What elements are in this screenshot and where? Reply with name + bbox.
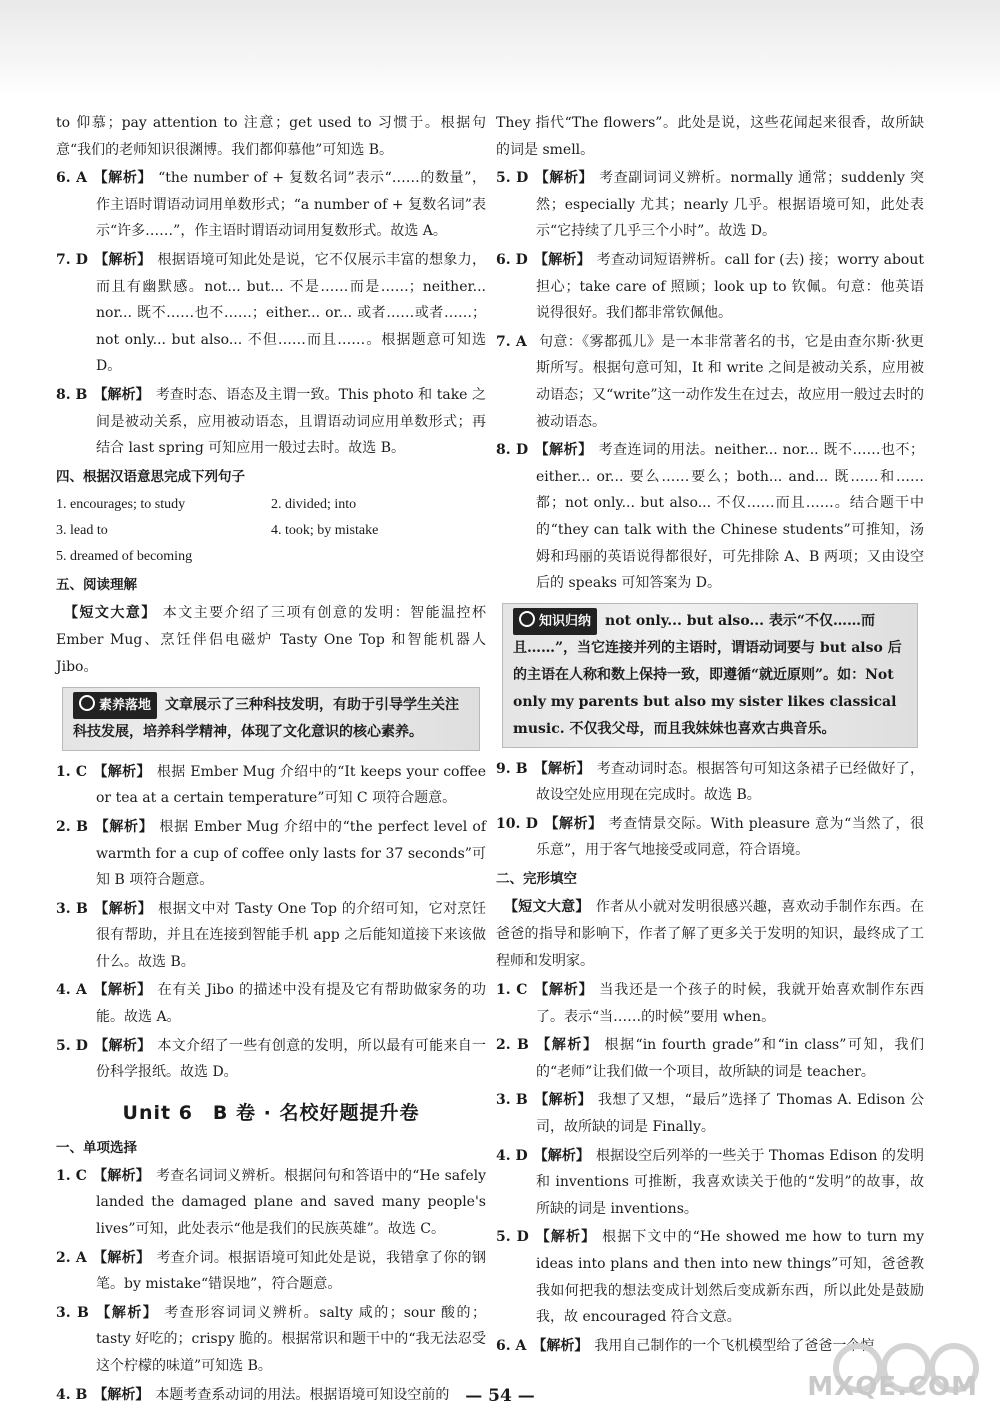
list-item: 8. B 【解析】 考查时态、语态及主谓一致。This photo 和 take 之间是被动关系，应用被动语态，且谓语动词应用单数形式；再结合 last spring 可知应用一般过去时。故选 B。 <box>56 386 486 457</box>
list-item: 8. D 【解析】 考查连词的用法。neither... nor... 既不……也不；either... or... 要么……要么；both... and... 既……和……都；not only... but also... 不仅……而且……。结合题干中的“they can talk with the Chinese students”可推知，汤姆和玛丽的英语说得都很好，可先排除 A、B 两项；又由设空后的 speaks 可知答案为 D。 <box>496 442 924 592</box>
list-item: 2. B 【解析】 根据“in fourth grade”和“in class”可知，我们的“老师”让我们做一个项目，故所缺的词是 teacher。 <box>496 1037 925 1080</box>
section-heading: 四、根据汉语意思完成下列句子 <box>56 468 245 485</box>
unit-title: Unit 6 B 卷 · 名校好题提升卷 <box>122 1101 420 1124</box>
answer: 2. divided; into <box>271 496 357 512</box>
list-item: to 仰慕；pay attention to 注意；get used to 习惯于。根据句意“我们的老师知识很渊博。我们都仰慕他”可知选 B。 <box>56 115 486 158</box>
list-item: 2. B 【解析】 根据 Ember Mug 介绍中的“the perfect level of warmth for a cup of coffee only lasts for 37 seconds”可知 B 项符合题意。 <box>56 818 487 889</box>
list-item: 6. A 【解析】 我用自己制作的一个飞机模型给了爸爸一个惊 <box>496 1337 875 1354</box>
list-item: 9. B 【解析】 考查动词时态。根据答句可知这条裙子已经做好了，故设空处应用现在完成时。故选 B。 <box>496 760 925 804</box>
left-column <box>56 110 486 1410</box>
list-item: 10. D 【解析】 考查情景交际。With pleasure 意为“当然了，很乐意”，用于客气地接受或同意，符合语境。 <box>496 815 925 859</box>
list-item: 4. B 【解析】 本题考查系动词的用法。根据语境可知设空前的 <box>56 1386 450 1403</box>
list-item: 4. A 【解析】 在有关 Jibo 的描述中没有提及它有帮助做家务的功能。故选 A。 <box>56 982 486 1026</box>
list-item: 3. B 【解析】 考查形容词词义辨析。salty 咸的；sour 酸的；tasty 好吃的；crispy 脆的。根据常识和题干中的“我无法忍受这个柠檬的味道”可知选 B。 <box>56 1304 487 1374</box>
section-heading: 二、完形填空 <box>496 871 577 888</box>
knowledge-box: 知识归纳 not only... but also... 表示“不仅……而且……”，当它连接并列的主语时，谓语动词要与 but also 后的主语在人称和数上保持一致，即遵循“就近原则”。如：Not only my parents but also my sister likes classical music. 不仅我父母，而且我妹妹也喜欢古典音乐。 <box>502 603 918 748</box>
list-item: 6. D 【解析】 考查动词短语辨析。call for (去) 接；worry about 担心；take care of 照顾；look up to 钦佩。句意：他英语说得很好。我们都非常钦佩他。 <box>496 251 924 322</box>
answer: 5. dreamed of becoming <box>56 548 193 564</box>
right-column <box>496 110 924 1361</box>
answer: 3. lead to <box>56 522 108 538</box>
answer-grid <box>56 492 486 570</box>
list-item: 6. A 【解析】 “the number of + 复数名词”表示“……的数量”，作主语时谓语动词用单数形式；“a number of + 复数名词”表示“许多……”，作主语时谓语动词用复数形式。故选 A。 <box>56 170 487 240</box>
magnifier-icon <box>519 611 535 627</box>
passage-summary: 【短文大意】 本文主要介绍了三项有创意的发明：智能温控杯 Ember Mug、烹饪伴侣电磁炉 Tasty One Top 和智能机器人 Jibo。 <box>56 604 487 675</box>
literacy-box: 素养落地 文章展示了三种科技发明，有助于引导学生关注科技发展，培养科学精神，体现了文化意识的核心素养。 <box>62 687 480 751</box>
list-item: 3. B 【解析】 根据文中对 Tasty One Top 的介绍可知，它对烹饪很有帮助，并且在连接到智能手机 app 之后能知道接下来该做什么。故选 B。 <box>56 900 487 970</box>
scan-shadow-band <box>0 0 1000 95</box>
page-number: — 54 — <box>465 1386 535 1406</box>
list-item: 5. D 【解析】 考查副词词义辨析。normally 通常；suddenly 突然；especially 尤其；nearly 几乎。根据语境可知，此处表示“它持续了几乎三个小时”。故选 D。 <box>496 170 924 240</box>
answer: 4. took; by mistake <box>271 522 379 538</box>
list-item: 7. A 句意：《雾都孤儿》是一本非常著名的书，它是由查尔斯·狄更斯所写。根据句意可知，It 和 write 之间是被动关系，应用被动语态；又“write”这一动作发生在过去，故应用一般过去时的被动语态。 <box>496 333 924 430</box>
answer: 1. encourages; to study <box>56 496 186 512</box>
literacy-label: 素养落地 <box>73 692 157 719</box>
list-item: 1. C 【解析】 当我还是一个孩子的时候，我就开始喜欢制作东西了。表示“当……的时候”要用 when。 <box>496 982 925 1025</box>
list-item: 1. C 【解析】 考查名词词义辨析。根据问句和答语中的“He safely landed the damaged plane and saved many people's lives”可知，此处表示“他是我们的民族英雄”。故选 C。 <box>56 1167 486 1238</box>
section-heading: 一、单项选择 <box>56 1139 137 1156</box>
list-item: 5. D 【解析】 根据下文中的“He showed me how to turn my ideas into plans and then into new things”可知，爸爸教我如何把我的想法变成计划然后变成新东西，所以此处是鼓励我，故 encouraged 符合文意。 <box>496 1229 924 1326</box>
knowledge-label: 知识归纳 <box>513 608 597 635</box>
list-item: 4. D 【解析】 根据设空后列举的一些关于 Thomas Edison 的发明和 inventions 可推断，我喜欢读关于他的“发明”的故事，故所缺的词是 inventions。 <box>496 1147 924 1217</box>
magnifier-icon <box>79 695 95 711</box>
list-item: 1. C 【解析】 根据 Ember Mug 介绍中的“It keeps your coffee or tea at a certain temperature”可知 C 项符合题意。 <box>56 763 486 807</box>
list-item: They 指代“The flowers”。此处是说，这些花闻起来很香，故所缺的词是 smell。 <box>496 115 924 158</box>
list-item: 2. A 【解析】 考查介词。根据语境可知此处是说，我错拿了你的钢笔。by mistake“错误地”，符合题意。 <box>56 1249 487 1293</box>
answer <box>271 544 471 570</box>
passage-summary: 【短文大意】 作者从小就对发明很感兴趣，喜欢动手制作东西。在爸爸的指导和影响下，作者了解了更多关于发明的知识，最终成了工程师和发明家。 <box>496 899 925 970</box>
list-item: 5. D 【解析】 本文介绍了一些有创意的发明，所以最有可能来自一份科学报纸。故选 D。 <box>56 1037 487 1081</box>
watermark-text: MXQE.COM <box>807 1372 978 1402</box>
list-item: 3. B 【解析】 我想了又想，“最后”选择了 Thomas A. Edison 公司，故所缺的词是 Finally。 <box>496 1092 924 1136</box>
list-item: 7. D 【解析】 根据语境可知此处是说，它不仅展示丰富的想象力，而且有幽默感。not... but... 不是……而是……；neither... nor... 既不……也不……；either... or... 或者……或者……；not only... but also... 不但……而且……。根据题意可知选 D。 <box>56 251 487 375</box>
section-heading: 五、阅读理解 <box>56 576 137 593</box>
